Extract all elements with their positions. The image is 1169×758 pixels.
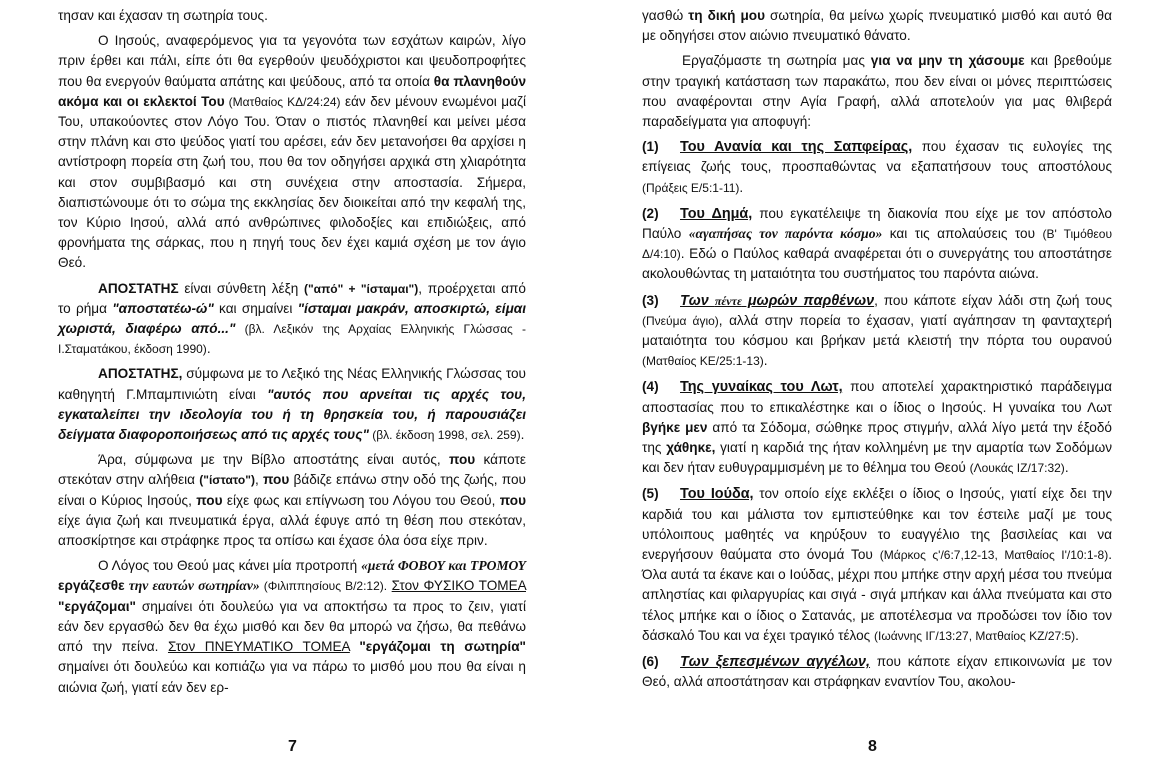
list-item: (2) Του Δημά, που εγκατέλειψε τη διακονία που είχε με τον απόστολο Παύλο «αγαπήσας τον παρόντα κόσμο» και τις απολαύσεις του (Β' Τιμόθεου Δ/4:10). Εδώ ο Παύλος καθαρά αναφέρεται ότι ο συνεργάτης του αποστάτησε ακολουθώντας τη ματαιότητα του συστήματος του παρόντα αιώνα. [642,205,1113,282]
right-page [642,6,1112,699]
paragraph: τησαν και έχασαν τη σωτηρία τους. [58,8,268,23]
paragraph: γασθώ τη δική μου σωτηρία, θα μείνω χωρίς πνευματικό μισθό και αυτό θα με οδηγήσει στον αιώνιο πνευματικό θάνατο. [642,8,1112,44]
page-number: 7 [288,738,297,755]
list-item: (6) Των ξεπεσμένων αγγέλων, που κάποτε είχαν επικοινωνία με τον Θεό, αλλά αποστάτησαν και στράφηκαν εναντίον Του, ακολου- [642,654,1112,690]
list-item: (5) Του Ιούδα, τον οποίο είχε εκλέξει ο ίδιος ο Ιησούς, γιατί είχε δει την καρδιά του και μάλιστα τον εμπιστεύθηκε και τον έστειλε μαζί με τους υπόλοιπους μαθητές να κηρύξουν το ευαγγέλιο της βασιλείας και να ενεργήσουν θαύματα στο όνομά Του (Μάρκος ς'/6:7,12-13, Ματθαίος Ι'/10:1-8). Όλα αυτά τα έκανε και ο Ιούδας, μέχρι που μπήκε στην αρχή μέσα του πνεύμα απληστίας και φιλαργυρίας και σιγά - σιγά μπήκαν και άλλα πνεύματα και στο τέλος μπήκε και ο ίδιος ο Σατανάς, με αποτέλεσμα να προδώσει τον ίδιο τον δάσκαλό Του και να έχει τραγικό τέλος (Ιωάννης ΙΓ/13:27, Ματθαίος ΚΖ/27:5). [642,486,1113,643]
list-item: (1) Του Ανανία και της Σαπφείρας, που έχασαν τις ευλογίες της επίγειας ζωής τους, προσπαθώντας να εξαπατήσουν τους αποστόλους (Πράξεις Ε/5:1-11). [642,139,1113,195]
list-item: (3) Των πέντε μωρών παρθένων, που κάποτε είχαν λάδι στη ζωή τους (Πνεύμα άγιο), αλλά στην πορεία το έχασαν, γιατί αγάπησαν τη φανταχτερή ματαιότητα του κόσμου και βρήκαν μετά κλειστή την πόρτα του ουρανού (Ματθαίος ΚΕ/25:1-13). [642,292,1112,369]
paragraph: Εργαζόμαστε τη σωτηρία μας για να μην τη χάσουμε και βρεθούμε στην τραγική κατάσταση των παρακάτω, που δεν είναι οι μόνες περιπτώσεις που αναφέρονται στην Αγία Γραφή, αλλά αποτελούν για μας θλιβερά παραδείγματα για αποφυγή: [642,53,1112,130]
paragraph: Άρα, σύμφωνα με την Βίβλο αποστάτης είναι αυτός, που κάποτε στεκόταν στην αλήθεια ("ίστατο"), που βάδιζε επάνω στην οδό της ζωής, που είναι ο Κύριος Ιησούς, που είχε φως και επίγνωση του Λόγου του Θεού, που είχε άγια ζωή και πνευματικά έργα, αλλά έφυγε από τη θέση που στεκόταν, αποσκίρτησε και στράφηκε προς τα οπίσω και έχασε όλα όσα είχε πριν. [58,452,526,549]
paragraph: ΑΠΟΣΤΑΤΗΣ είναι σύνθετη λέξη ("από" + "ίσταμαι"), προέρχεται από το ρήμα "αποστατέω-ώ" και σημαίνει "ίσταμαι μακράν, αποσκιρτώ, είμαι χωριστά, διαφέρω από..." (βλ. Λεξικόν της Αρχαίας Ελληνικής Γλώσσας - Ι.Σταματάκου, έκδοση 1990). [58,280,526,357]
page-number: 8 [868,738,877,755]
paragraph: Ο Ιησούς, αναφερόμενος για τα γεγονότα των εσχάτων καιρών, λίγο πριν έρθει και πάλι, είπε ότι θα εγερθούν ψευδόχριστοι και ψευδοπροφήτες που θα ενεργούν θαύματα απάτης και ψεύδους, από τα οποία θα πλανηθούν ακόμα και οι εκλεκτοί Του (Ματθαίος ΚΔ/24:24) εάν δεν μένουν ενωμένοι μαζί Του, υπακούοντες στον Λόγο Του. Όταν ο πιστός πλανηθεί και μείνει μέσα στην πλάνη και στο ψεύδος γιατί του αρέσει, εάν δεν μετανοήσει θα αρχίσει η αντίστροφη πορεία στη ζωή του, που θα τον οδηγήσει αρχικά στη χλιαρότητα και στον συμβιβασμό και στη συνέχεια στην αποστασία. Σήμερα, διαπιστώνουμε ότι το σώμα της εκκλησίας δεν διοικείται από την κεφαλή της, τον Κύριο Ιησού, αλλά από ανθρώπινες φιλοδοξίες και επιδιώξεις, από φρονήματα της σάρκας, που η πηγή τους δεν έχει καμιά σχέση με τον άγιο Θεό. [58,33,527,271]
paragraph: Ο Λόγος του Θεού μας κάνει μία προτροπή «μετά ΦΟΒΟΥ και ΤΡΟΜΟΥ εργάζεσθε την εαυτών σωτηρίαν» (Φιλιππησίους Β/2:12). Στον ΦΥΣΙΚΟ ΤΟΜΕΑ "εργάζομαι" σημαίνει ότι δουλεύω για να αποκτήσω τα προς το ζειν, γιατί εάν δεν εργασθώ δεν θα έχω μισθό και δεν θα μπορώ να ζήσω, θα πεθάνω από την πείνα. Στον ΠΝΕΥΜΑΤΙΚΟ ΤΟΜΕΑ "εργάζομαι τη σωτηρία" σημαίνει ότι δουλεύω και κοπιάζω για να πάρω το μισθό μου που θα είναι η αιώνια ζωή, γιατί εάν δεν ερ- [58,558,526,695]
list-item: (4) Της γυναίκας του Λωτ, που αποτελεί χαρακτηριστικό παράδειγμα αποστασίας που το επικαλέστηκε και ο ίδιος ο Ιησούς. Η γυναίκα του Λωτ βγήκε μεν από τα Σόδομα, σώθηκε προς στιγμήν, αλλά λίγο μετά την έξοδό της χάθηκε, γιατί η καρδιά της ήταν κολλημένη με την αμαρτία των Σοδόμων και δεν ήταν ευθυγραμμισμένη με το θέλημα του Θεού (Λουκάς ΙΖ/17:32). [642,379,1112,476]
left-page [58,6,526,703]
paragraph: ΑΠΟΣΤΑΤΗΣ, σύμφωνα με το Λεξικό της Νέας Ελληνικής Γλώσσας του καθηγητή Γ.Μπαμπινιώτη είναι "αυτός που αρνείται τις αρχές του, εγκαταλείπει την ιδεολογία του ή τη θρησκεία του, ή παρουσιάζει δείγματα διαφοροποιήσεως από τις αρχές τους" (βλ. έκδοση 1998, σελ. 259). [58,366,526,443]
